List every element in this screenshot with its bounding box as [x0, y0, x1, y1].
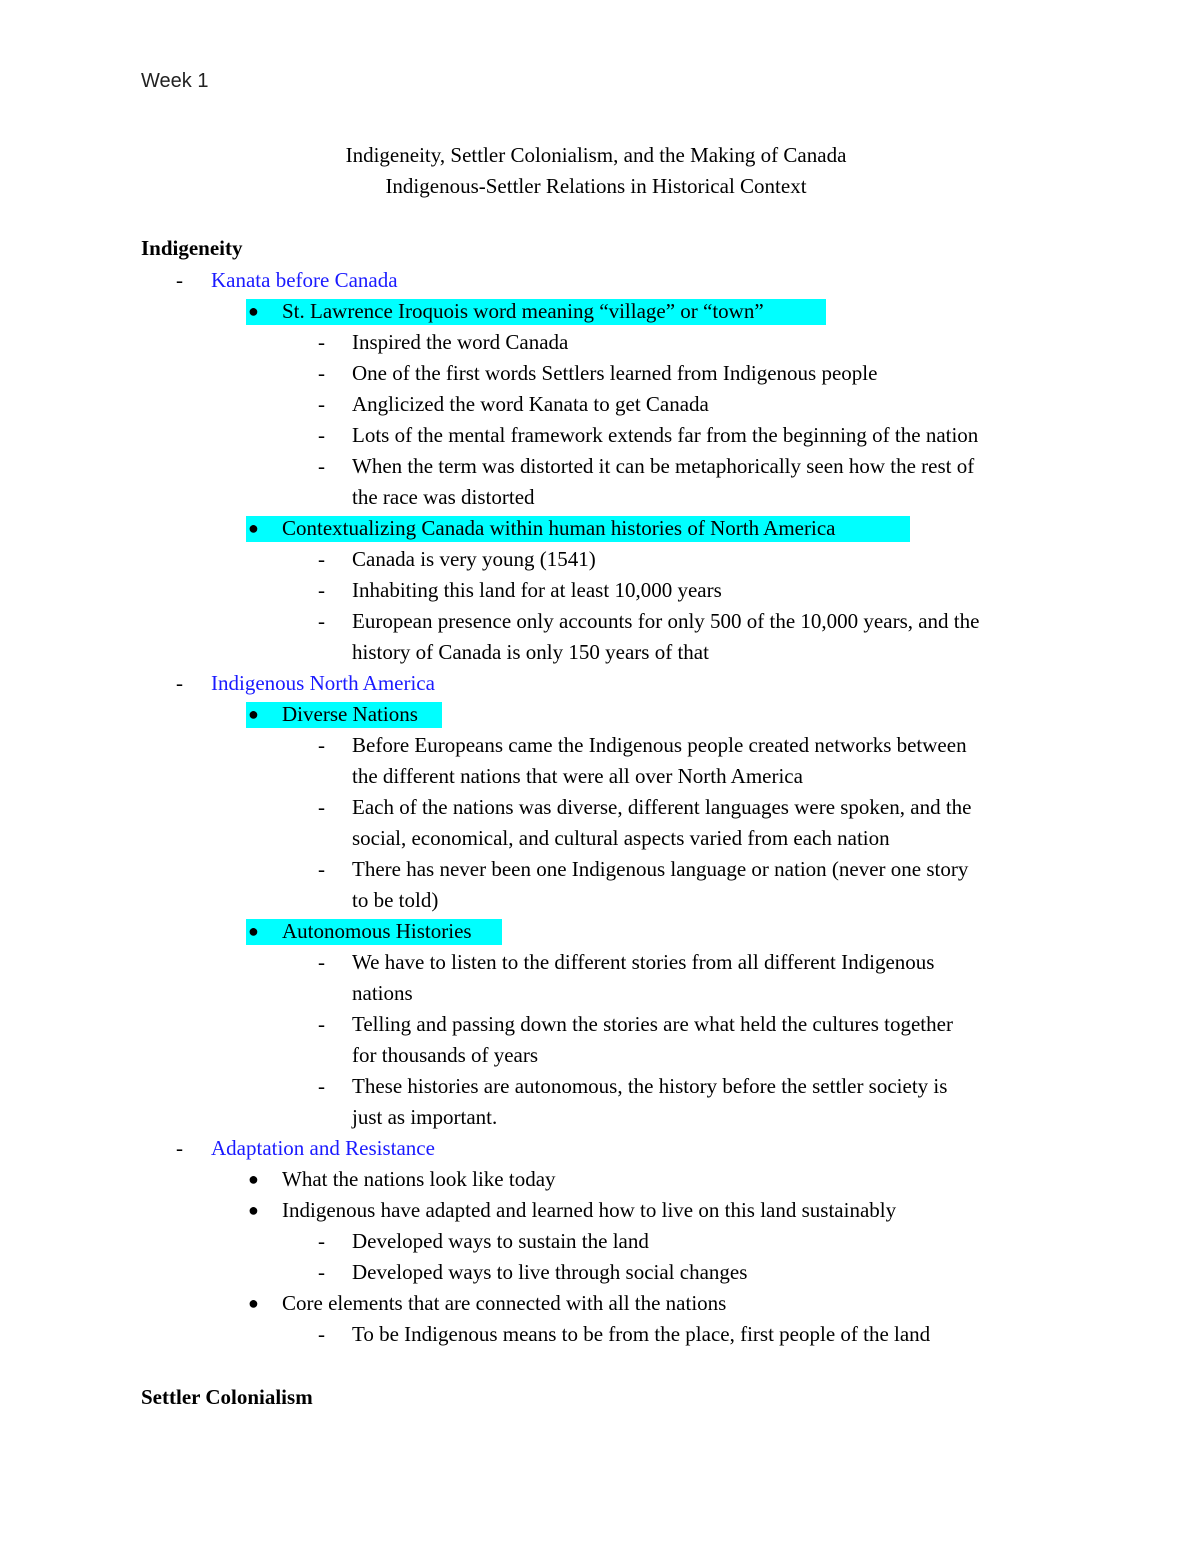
detail-line: for thousands of years	[352, 1043, 539, 1067]
bullet-dot: ●	[248, 1200, 259, 1220]
detail-line: There has never been one Indigenous language or nation (never one story	[352, 857, 969, 881]
detail-dash: -	[318, 733, 325, 757]
detail-dash: -	[318, 1012, 325, 1036]
point-label: What the nations look like today	[282, 1167, 556, 1191]
detail-line: nations	[352, 981, 413, 1005]
detail-line: the different nations that were all over North America	[352, 764, 803, 788]
detail-line: Telling and passing down the stories are what held the cultures together	[352, 1012, 953, 1036]
detail-line: Anglicized the word Kanata to get Canada	[352, 392, 709, 416]
detail-line: Developed ways to live through social changes	[352, 1260, 748, 1284]
detail-line: We have to listen to the different stories from all different Indigenous	[352, 950, 935, 974]
point-label: Core elements that are connected with all the nations	[282, 1291, 727, 1315]
topic-label: Adaptation and Resistance	[211, 1136, 435, 1160]
detail-line: These histories are autonomous, the history before the settler society is	[352, 1074, 948, 1098]
detail-line: to be told)	[352, 888, 439, 912]
point-label: Indigenous have adapted and learned how to live on this land sustainably	[282, 1198, 897, 1222]
bullet-dot: ●	[248, 921, 259, 941]
detail-dash: -	[318, 795, 325, 819]
topic-label: Kanata before Canada	[211, 268, 398, 292]
detail-line: European presence only accounts for only 500 of the 10,000 years, and the	[352, 609, 980, 633]
detail-dash: -	[318, 454, 325, 478]
point-label: Diverse Nations	[282, 702, 418, 726]
detail-line: Each of the nations was diverse, different languages were spoken, and the	[352, 795, 972, 819]
detail-dash: -	[318, 1260, 325, 1284]
detail-dash: -	[318, 578, 325, 602]
point-label: Contextualizing Canada within human histories of North America	[282, 516, 836, 540]
detail-line: One of the first words Settlers learned from Indigenous people	[352, 361, 878, 385]
detail-dash: -	[318, 1322, 325, 1346]
section-heading-settler-colonialism: Settler Colonialism	[141, 1385, 313, 1409]
detail-line: history of Canada is only 150 years of that	[352, 640, 709, 664]
point-label: Autonomous Histories	[282, 919, 472, 943]
detail-dash: -	[318, 330, 325, 354]
topic-dash: -	[176, 671, 183, 695]
week-header: Week 1	[141, 70, 209, 92]
bullet-dot: ●	[248, 301, 259, 321]
topic-dash: -	[176, 268, 183, 292]
detail-dash: -	[318, 950, 325, 974]
detail-dash: -	[318, 547, 325, 571]
detail-dash: -	[318, 1229, 325, 1253]
point-label: St. Lawrence Iroquois word meaning “village” or “town”	[282, 299, 764, 323]
bullet-dot: ●	[248, 1169, 259, 1189]
detail-line: Inhabiting this land for at least 10,000 years	[352, 578, 722, 602]
bullet-dot: ●	[248, 518, 259, 538]
document-title: Indigeneity, Settler Colonialism, and the Making of Canada	[345, 143, 847, 167]
detail-line: Developed ways to sustain the land	[352, 1229, 649, 1253]
bullet-dot: ●	[248, 1293, 259, 1313]
detail-line: To be Indigenous means to be from the place, first people of the land	[352, 1322, 931, 1346]
section-heading-indigeneity: Indigeneity	[141, 236, 243, 260]
detail-line: Before Europeans came the Indigenous people created networks between	[352, 733, 967, 757]
topic-label: Indigenous North America	[211, 671, 435, 695]
detail-line: Canada is very young (1541)	[352, 547, 596, 571]
detail-dash: -	[318, 1074, 325, 1098]
detail-line: just as important.	[352, 1105, 498, 1129]
bullet-dot: ●	[248, 704, 259, 724]
detail-line: social, economical, and cultural aspects varied from each nation	[352, 826, 890, 850]
detail-line: When the term was distorted it can be metaphorically seen how the rest of	[352, 454, 975, 478]
detail-line: Inspired the word Canada	[352, 330, 569, 354]
document-subtitle: Indigenous-Settler Relations in Historical Context	[385, 174, 807, 198]
detail-dash: -	[318, 857, 325, 881]
detail-dash: -	[318, 423, 325, 447]
detail-line: Lots of the mental framework extends far from the beginning of the nation	[352, 423, 979, 447]
detail-dash: -	[318, 361, 325, 385]
topic-dash: -	[176, 1136, 183, 1160]
detail-dash: -	[318, 392, 325, 416]
detail-dash: -	[318, 609, 325, 633]
detail-line: the race was distorted	[352, 485, 535, 509]
